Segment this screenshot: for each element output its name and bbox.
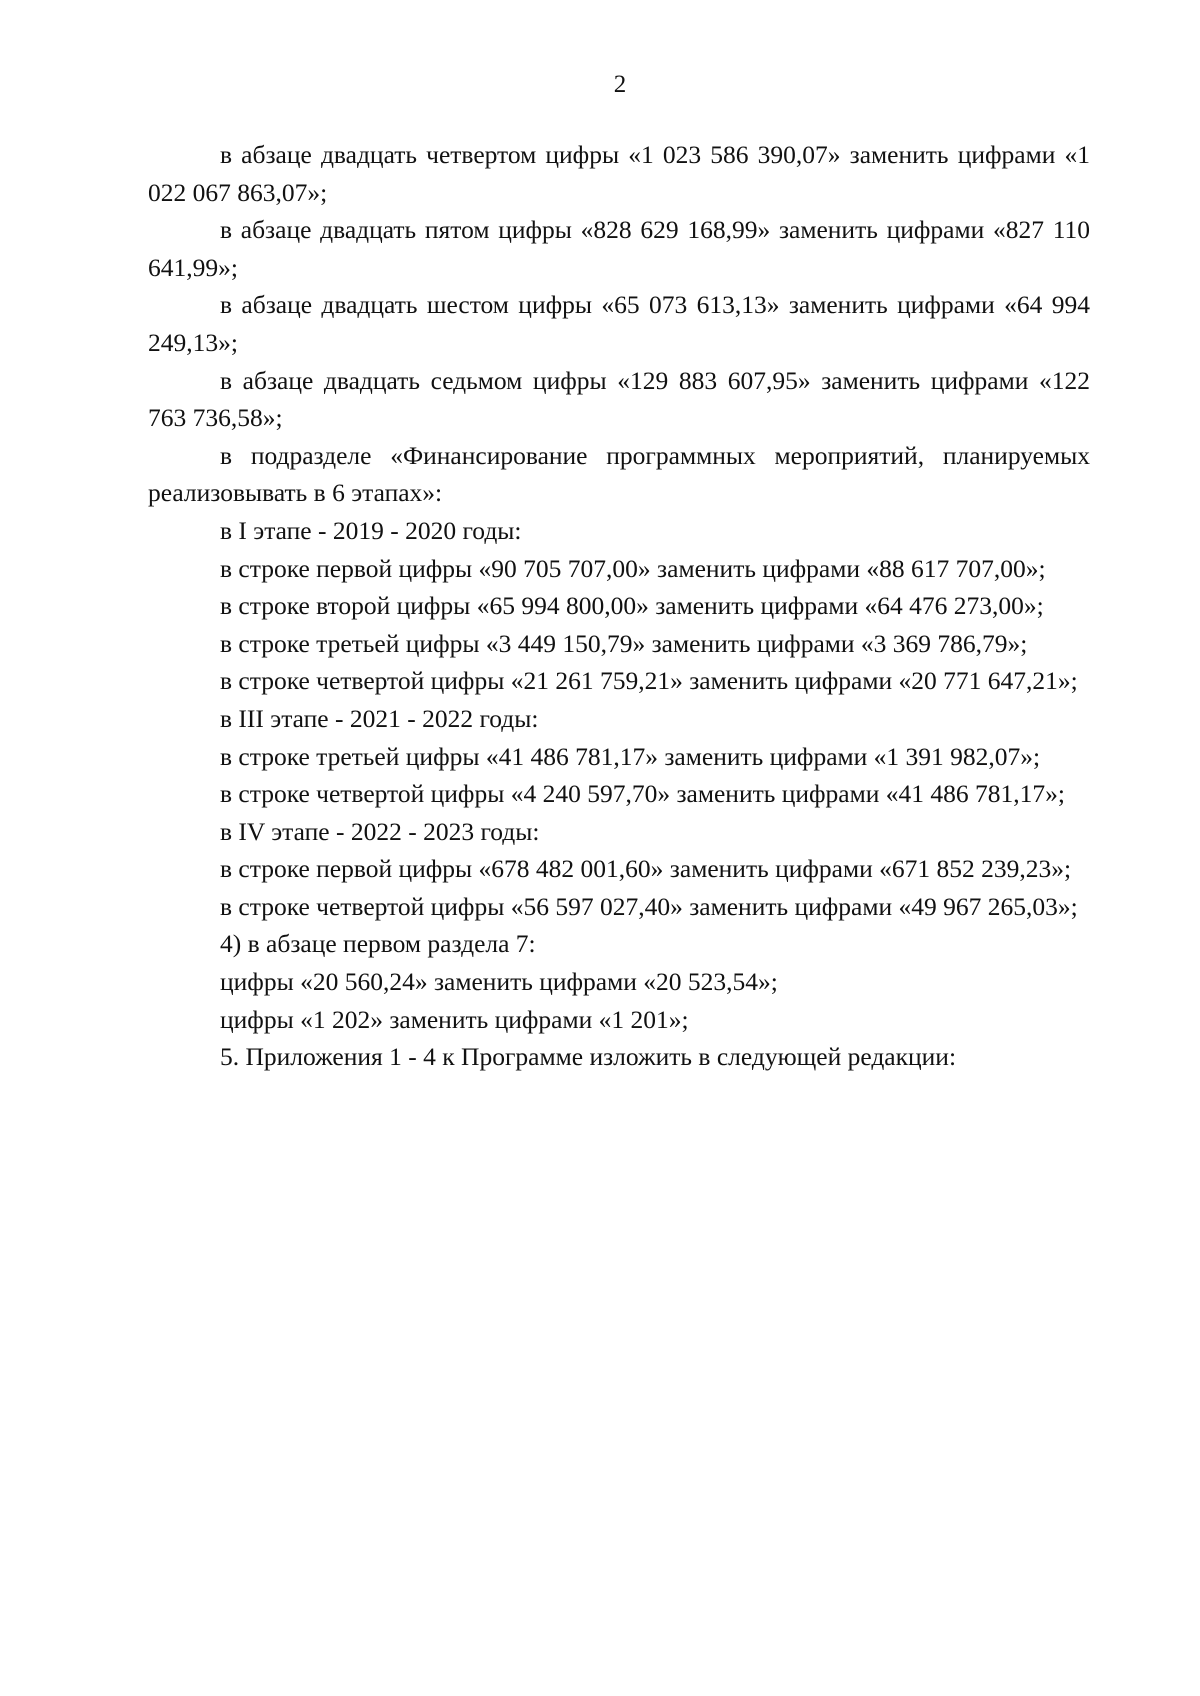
paragraph: в строке первой цифры «678 482 001,60» заменить цифрами «671 852 239,23»; — [220, 854, 1072, 884]
paragraph: в абзаце двадцать пятом цифры «828 629 168,99» заменить цифрами «827 110 641,99»; — [148, 215, 1090, 282]
paragraph: в абзаце двадцать шестом цифры «65 073 613,13» заменить цифрами «64 994 249,13»; — [148, 290, 1090, 357]
paragraph: 5. Приложения 1 - 4 к Программе изложить в следующей редакции: — [220, 1042, 957, 1072]
paragraph: 4) в абзаце первом раздела 7: — [220, 929, 536, 959]
paragraph: в строке третьей цифры «3 449 150,79» заменить цифрами «3 369 786,79»; — [220, 628, 1028, 658]
paragraph: в абзаце двадцать четвертом цифры «1 023 586 390,07» заменить цифрами «1 022 067 863,07»; — [148, 140, 1090, 207]
paragraph: цифры «1 202» заменить цифрами «1 201»; — [220, 1004, 689, 1034]
stage-heading: в III этапе - 2021 - 2022 годы: — [220, 703, 539, 733]
paragraph: цифры «20 560,24» заменить цифрами «20 523,54»; — [220, 967, 778, 997]
document-body — [148, 136, 1090, 1076]
page-number: 2 — [613, 71, 627, 98]
paragraph: в строке четвертой цифры «4 240 597,70» заменить цифрами «41 486 781,17»; — [220, 779, 1065, 809]
paragraph: в строке второй цифры «65 994 800,00» заменить цифрами «64 476 273,00»; — [220, 591, 1044, 621]
paragraph: в строке третьей цифры «41 486 781,17» заменить цифрами «1 391 982,07»; — [220, 741, 1041, 771]
stage-heading: в IV этапе - 2022 - 2023 годы: — [220, 816, 540, 846]
paragraph: в подразделе «Финансирование программных мероприятий, планируемых реализовывать в 6 этапах»: — [148, 440, 1090, 508]
paragraph: в строке четвертой цифры «21 261 759,21» заменить цифрами «20 771 647,21»; — [220, 666, 1078, 696]
paragraph: в строке четвертой цифры «56 597 027,40» заменить цифрами «49 967 265,03»; — [220, 891, 1078, 921]
stage-heading: в I этапе - 2019 - 2020 годы: — [220, 515, 522, 545]
paragraph: в строке первой цифры «90 705 707,00» заменить цифрами «88 617 707,00»; — [220, 553, 1046, 583]
paragraph: в абзаце двадцать седьмом цифры «129 883 607,95» заменить цифрами «122 763 736,58»; — [148, 365, 1090, 433]
